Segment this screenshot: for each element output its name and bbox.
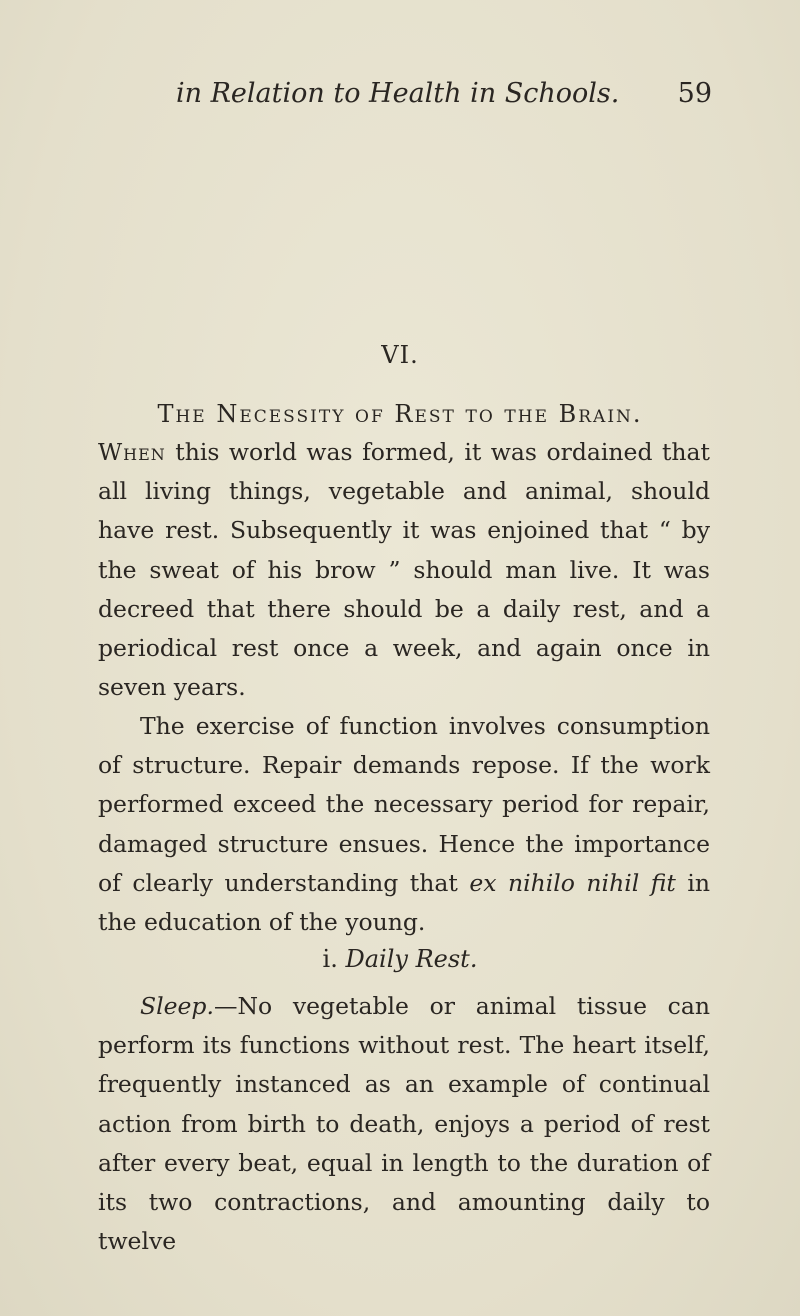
chapter-number: VI. (381, 341, 419, 369)
section-heading (0, 945, 800, 973)
paragraph-opener: When (98, 438, 166, 466)
paragraph-3-text: —No vegetable or animal tissue can perform its functions without rest. The heart itself, frequently instanced as an example of continual action from birth to death, enjoys a period of rest after every beat, equal in length to the duration of its two contractions, and amounting daily to twelve (98, 992, 710, 1256)
paragraph-1 (98, 433, 710, 707)
latin-phrase: ex nihilo nihil fit (469, 868, 676, 897)
running-title: in Relation to Health in Schools. (176, 78, 620, 109)
page-number: 59 (677, 78, 712, 109)
paragraph-2 (98, 707, 710, 942)
chapter-title: The Necessity of Rest to the Brain. (157, 400, 643, 428)
section-number: i. (322, 945, 338, 973)
paragraph-2-text-after: in the education of the young. (98, 868, 710, 937)
section-title: Daily Rest. (345, 945, 478, 973)
paragraph-2-text-before: The exercise of function involves consumption of structure. Repair demands repose. If the work performed exceed the necessary period for repair, damaged structure ensues. Hence the importance of clearly understanding that (98, 712, 710, 897)
paragraph-1-text: this world was formed, it was ordained that all living things, vegetable and animal, should have rest. Subsequently it was enjoined that “ by the sweat of his brow ” should man live. It was decreed that there should be a daily rest, and a periodical rest once a week, and again once in seven years. (98, 438, 710, 702)
paragraph-3 (98, 987, 710, 1261)
paragraph-lead: Sleep. (140, 992, 214, 1020)
